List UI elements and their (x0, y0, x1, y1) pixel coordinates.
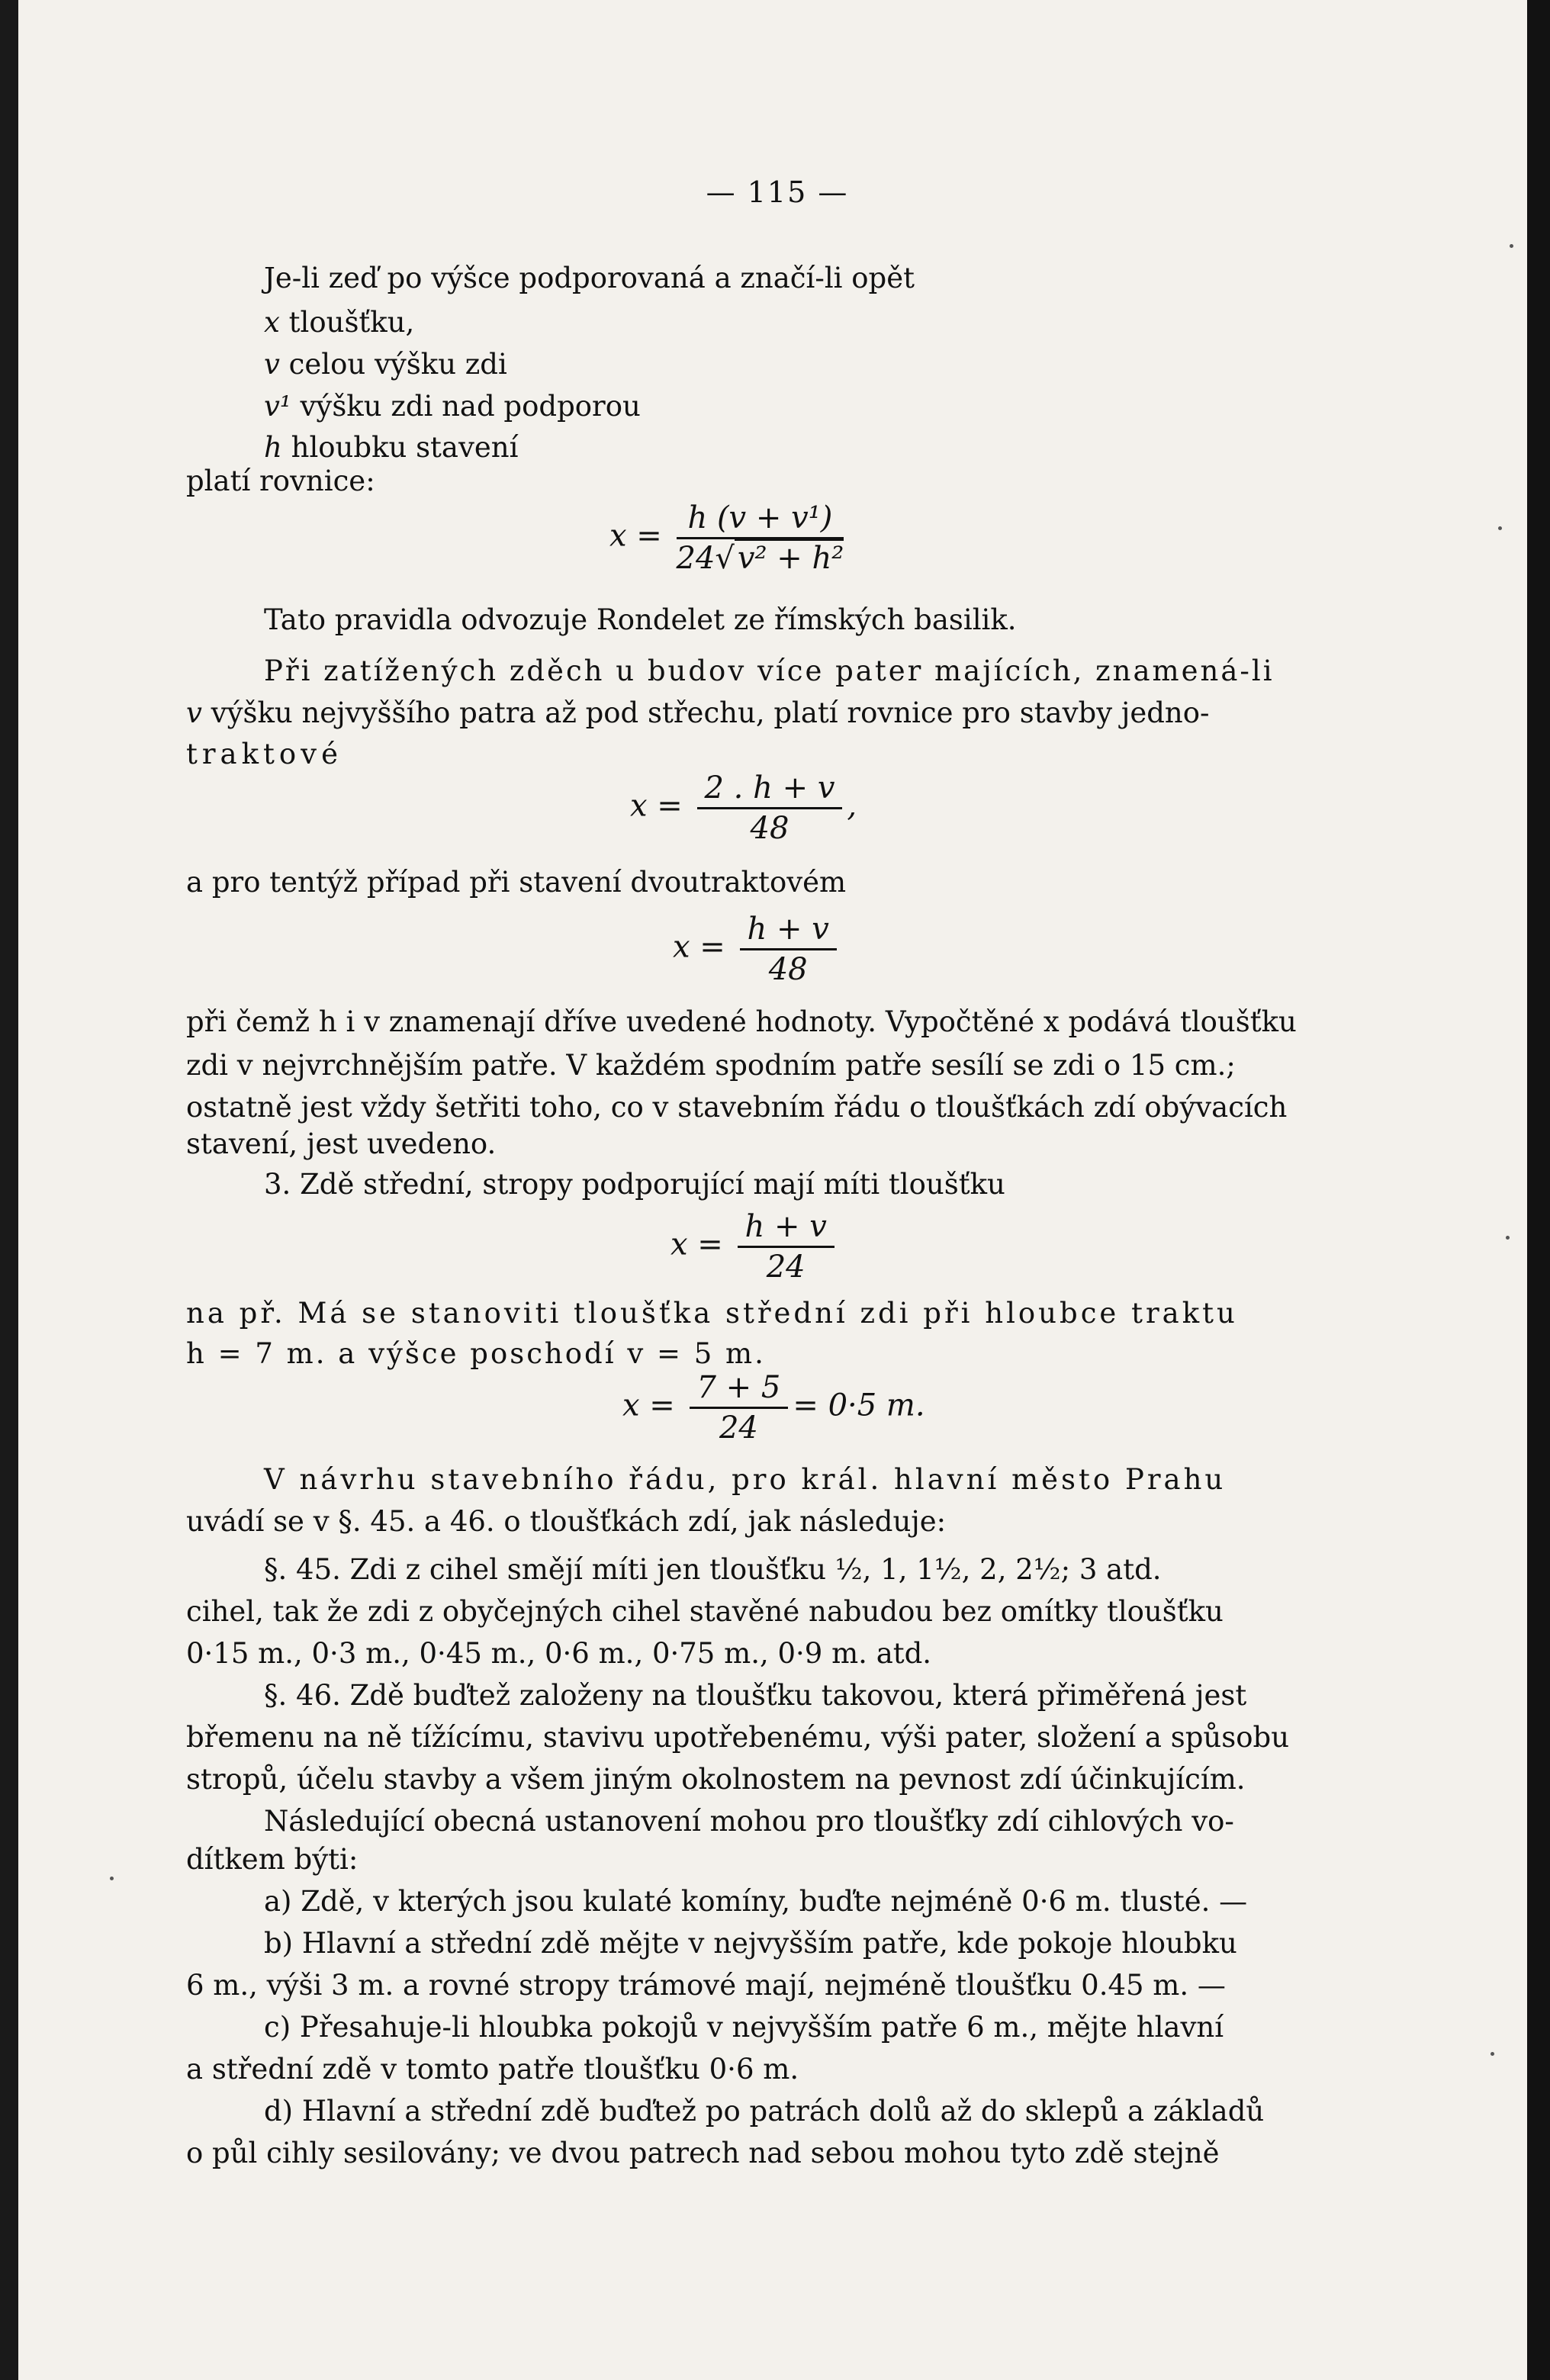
text-span: V návrhu stavebního řádu, pro král. hlavní město Prahu (264, 1463, 1227, 1496)
den-coefficient: 24 (676, 541, 716, 576)
fraction (697, 770, 843, 846)
fraction (738, 1209, 834, 1285)
text-span: ostatně jest vždy šetřiti toho, co v stavebním řádu o tloušťkách zdí obývacích (186, 1091, 1288, 1124)
text-span: a) Zdě, v kterých jsou kulaté komíny, buďte nejméně 0·6 m. tlusté. — (264, 1885, 1248, 1918)
text-span: Je-li zeď po výšce podporovaná a značí-li opět (264, 262, 915, 294)
eq-lhs: x = (622, 1388, 675, 1423)
text-line (186, 1047, 1330, 1085)
variable: x (264, 306, 280, 339)
text-line (264, 2092, 1408, 2131)
text-line (264, 304, 1408, 342)
fraction (740, 912, 837, 987)
text-line (186, 694, 1330, 732)
text-line (264, 2009, 1408, 2047)
text-line (186, 2134, 1330, 2173)
eq-tail: , (847, 788, 857, 824)
text-span: 0·15 m., 0·3 m., 0·45 m., 0·6 m., 0·75 m., 0·9 m. atd. (186, 1637, 932, 1670)
text-span: b) Hlavní a střední zdě mějte v nejvyšším patře, kde pokoje hloubku (264, 1927, 1237, 1960)
text-span: břemenu na ně tížícímu, stavivu upotřebenému, výši pater, složení a spůsobu (186, 1721, 1290, 1754)
variable: v¹ (264, 390, 291, 423)
text-line (186, 1089, 1330, 1127)
text-line (186, 1503, 1330, 1541)
scan-left-edge (0, 0, 18, 2380)
text-span: h = 7 m. a výšce poschodí v = 5 m. (186, 1337, 766, 1370)
text-line (186, 1841, 1330, 1879)
scan-speck (1498, 526, 1502, 530)
text-line (264, 1803, 1408, 1841)
fraction (690, 1370, 789, 1446)
text-line (186, 735, 1330, 774)
text-line (264, 1925, 1408, 1963)
text-line (264, 1551, 1408, 1589)
text-span: d) Hlavní a střední zdě buďtež po patrách dolů až do sklepů a základů (264, 2095, 1265, 2128)
text-span: uvádí se v §. 45. a 46. o tloušťkách zdí, jak následuje: (186, 1505, 947, 1538)
variable: h (264, 431, 282, 464)
variable: v (264, 348, 280, 381)
text-line (264, 1461, 1408, 1499)
equation-1 (609, 500, 848, 576)
scan-speck (1491, 2052, 1494, 2056)
numerator: 7 + 5 (690, 1370, 789, 1409)
scan-speck (1506, 1236, 1510, 1240)
text-span: hloubku stavení (291, 431, 519, 464)
variable: v (186, 696, 202, 729)
book-page (18, 0, 1527, 2380)
text-span: 6 m., výši 3 m. a rovné stropy trámové mají, nejméně tloušťku 0.45 m. — (186, 1969, 1226, 2002)
text-line (264, 1677, 1408, 1715)
text-line (186, 1635, 1330, 1673)
text-span: tloušťku, (288, 306, 415, 339)
text-span: §. 46. Zdě buďtež založeny na tloušťku takovou, která přiměřená jest (264, 1679, 1247, 1712)
denominator: 24√ v² + h² (677, 539, 844, 576)
eq-tail: = 0·5 m. (793, 1388, 925, 1423)
text-line (186, 1295, 1330, 1333)
text-span: stropů, účelu stavby a všem jiným okolnostem na pevnost zdí účinkujícím. (186, 1763, 1246, 1796)
text-line (264, 429, 1408, 467)
text-line (186, 1719, 1330, 1757)
text-span: zdi v nejvrchnějším patře. V každém spodním patře sesílí se zdi o 15 cm.; (186, 1049, 1236, 1082)
text-span: Při zatížených zděch u budov více pater majících, znamená-li (264, 654, 1275, 687)
text-line (264, 388, 1408, 426)
text-line (264, 601, 1408, 639)
denominator: 24 (719, 1410, 758, 1446)
text-line (264, 652, 1408, 690)
eq-lhs: x = (670, 1227, 723, 1262)
numerator: h + v (740, 912, 837, 950)
text-span: Tato pravidla odvozuje Rondelet ze římských basilik. (264, 603, 1017, 636)
text-line (186, 864, 1330, 902)
numerator: 2 . h + v (697, 770, 843, 809)
text-line (186, 462, 1330, 500)
denominator: 48 (768, 952, 808, 987)
text-span: Následující obecná ustanovení mohou pro tloušťky zdí cihlových vo- (264, 1805, 1234, 1838)
text-line (186, 1593, 1330, 1631)
text-line (186, 1761, 1330, 1799)
text-line (264, 259, 1408, 298)
text-line (264, 1166, 1408, 1204)
numerator: h + v (738, 1209, 834, 1248)
equation-5 (622, 1370, 925, 1446)
text-span: a pro tentýž případ při stavení dvoutraktovém (186, 866, 847, 899)
text-span: stavení, jest uvedeno. (186, 1127, 497, 1160)
text-span: traktové (186, 738, 342, 770)
eq-lhs: x = (673, 929, 725, 965)
equation-2 (630, 770, 857, 846)
text-span: cihel, tak že zdi z obyčejných cihel stavěné nabudou bez omítky tloušťku (186, 1595, 1224, 1628)
text-line (186, 2050, 1330, 2089)
equation-4 (670, 1209, 839, 1285)
text-span: celou výšku zdi (288, 348, 507, 381)
text-span: platí rovnice: (186, 465, 375, 497)
denominator: 24 (766, 1250, 806, 1285)
text-line (186, 1125, 1330, 1163)
text-line (186, 1967, 1330, 2005)
scan-speck (1510, 244, 1513, 248)
denominator: 48 (750, 811, 789, 846)
fraction (677, 500, 844, 576)
text-span: při čemž h i v znamenají dříve uvedené hodnoty. Vypočtěné x podává tloušťku (186, 1005, 1297, 1038)
text-span: a střední zdě v tomto patře tloušťku 0·6 m. (186, 2053, 799, 2086)
equation-3 (673, 912, 841, 987)
text-span: dítkem býti: (186, 1843, 359, 1876)
text-line (264, 346, 1408, 384)
scan-speck (110, 1877, 114, 1880)
scan-right-edge (1527, 0, 1550, 2380)
eq-lhs: x = (630, 788, 683, 824)
text-line (186, 1003, 1330, 1041)
numerator: h (v + v¹) (677, 500, 844, 539)
text-span: výšku zdi nad podporou (300, 390, 641, 423)
eq-lhs: x = (609, 518, 662, 554)
den-radicand: v² + h² (735, 539, 844, 576)
text-span: 3. Zdě střední, stropy podporující mají míti tloušťku (264, 1168, 1005, 1201)
page-number: — 115 — (706, 175, 849, 209)
text-span: c) Přesahuje-li hloubka pokojů v nejvyšším patře 6 m., mějte hlavní (264, 2011, 1224, 2044)
text-line (264, 1883, 1408, 1921)
text-span: §. 45. Zdi z cihel smějí míti jen tloušťku ½, 1, 1½, 2, 2½; 3 atd. (264, 1553, 1162, 1586)
text-line (186, 1335, 1330, 1373)
text-span: o půl cihly sesilovány; ve dvou patrech nad sebou mohou tyto zdě stejně (186, 2137, 1220, 2169)
text-span: na př. Má se stanoviti tloušťka střední zdi při hloubce traktu (186, 1297, 1238, 1330)
text-span: výšku nejvyššího patra až pod střechu, platí rovnice pro stavby jedno- (211, 696, 1210, 729)
